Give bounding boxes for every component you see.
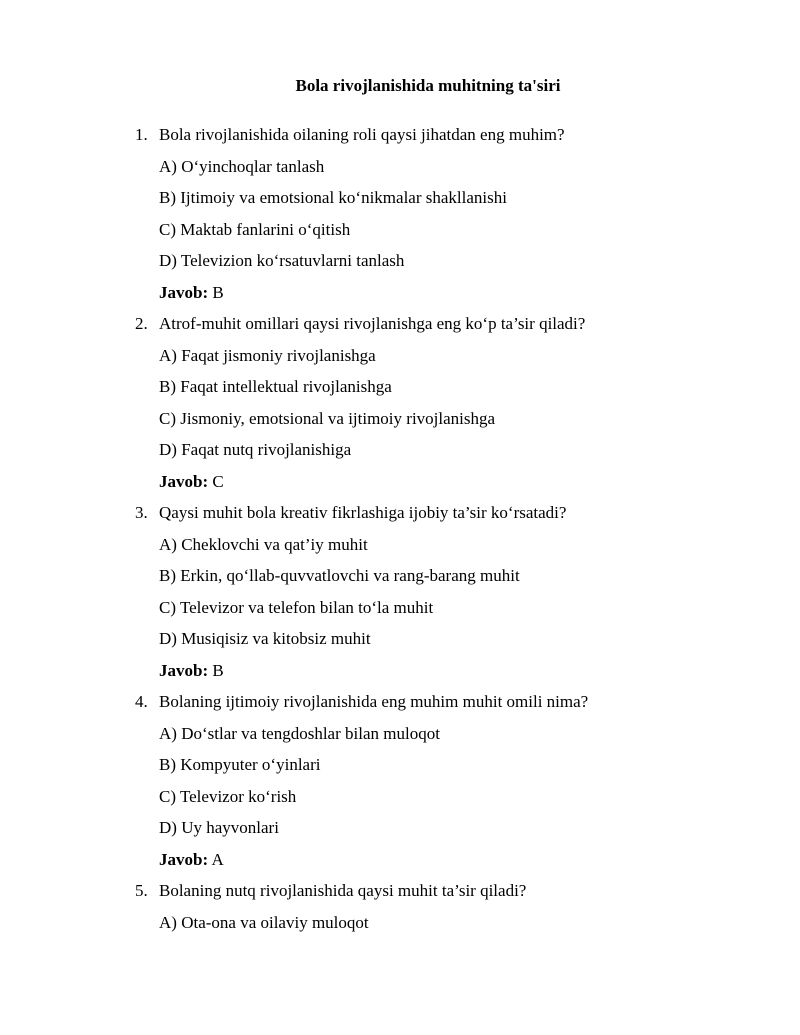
- question-number: 4.: [135, 692, 148, 711]
- answer-option: A) Faqat jismoniy rivojlanishga: [159, 345, 376, 365]
- answer-line: [0, 468, 800, 500]
- question-number: 2.: [135, 314, 148, 333]
- option-line: [0, 783, 800, 815]
- question-text: Bolaning nutq rivojlanishida qaysi muhit ta’sir qiladi?: [159, 881, 527, 900]
- answer-option: B) Erkin, qo‘llab-quvvatlovchi va rang-barang muhit: [159, 566, 520, 585]
- answer-option: C) Televizor ko‘rish: [159, 786, 297, 806]
- question-text: Bola rivojlanishida oilaning roli qaysi jihatdan eng muhim?: [159, 125, 565, 144]
- option-line: [0, 153, 800, 185]
- answer-value: B: [212, 282, 224, 302]
- option-line: [0, 184, 800, 216]
- answer-option: D) Televizion ko‘rsatuvlarni tanlash: [159, 251, 405, 270]
- option-line: [0, 720, 800, 752]
- answer-option: A) Do‘stlar va tengdoshlar bilan muloqot: [159, 723, 440, 743]
- option-line: [0, 216, 800, 248]
- question-line: [0, 688, 800, 720]
- answer-label: Javob:: [159, 282, 209, 302]
- document-title: Bola rivojlanishida muhitning ta'siri: [295, 76, 561, 95]
- answer-option: C) Jismoniy, emotsional va ijtimoiy rivojlanishga: [159, 408, 496, 428]
- answer-option: B) Kompyuter o‘yinlari: [159, 755, 321, 774]
- answer: [159, 846, 224, 874]
- answer-option: D) Faqat nutq rivojlanishiga: [159, 440, 352, 459]
- question-number: 5.: [135, 881, 148, 900]
- answer-value: B: [212, 660, 224, 680]
- answer: [159, 468, 224, 496]
- answer-value: A: [211, 849, 224, 869]
- answer-label: Javob:: [159, 660, 209, 680]
- question-item: [0, 499, 800, 688]
- answer-option: C) Televizor va telefon bilan to‘la muhit: [159, 597, 434, 617]
- question-line: [0, 499, 800, 531]
- question-text: Atrof-muhit omillari qaysi rivojlanishga eng ko‘p ta’sir qiladi?: [159, 314, 586, 333]
- question-text: Qaysi muhit bola kreativ fikrlashiga ijobiy ta’sir ko‘rsatadi?: [159, 503, 567, 522]
- answer-option: B) Ijtimoiy va emotsional ko‘nikmalar shakllanishi: [159, 188, 507, 207]
- option-line: [0, 342, 800, 374]
- answer-option: A) O‘yinchoqlar tanlash: [159, 156, 325, 176]
- answer-option: A) Cheklovchi va qat’iy muhit: [159, 534, 368, 554]
- option-line: [0, 909, 800, 941]
- answer-option: D) Uy hayvonlari: [159, 818, 279, 837]
- question-text: Bolaning ijtimoiy rivojlanishida eng muhim muhit omili nima?: [159, 692, 589, 711]
- option-line: [0, 247, 800, 279]
- question-line: [0, 121, 800, 153]
- question-item: [0, 121, 800, 310]
- answer-line: [0, 279, 800, 311]
- question-item: [0, 688, 800, 877]
- option-line: [0, 531, 800, 563]
- option-line: [0, 436, 800, 468]
- answer-option: D) Musiqisiz va kitobsiz muhit: [159, 629, 371, 648]
- option-line: [0, 562, 800, 594]
- answer-label: Javob:: [159, 471, 209, 491]
- option-line: [0, 814, 800, 846]
- question-line: [0, 310, 800, 342]
- answer-line: [0, 846, 800, 878]
- answer-line: [0, 657, 800, 689]
- answer: [159, 657, 224, 685]
- question-item: [0, 877, 800, 940]
- answer-option: A) Ota-ona va oilaviy muloqot: [159, 912, 369, 932]
- option-line: [0, 594, 800, 626]
- answer-option: C) Maktab fanlarini o‘qitish: [159, 219, 351, 239]
- answer: [159, 279, 224, 307]
- option-line: [0, 405, 800, 437]
- question-number: 3.: [135, 503, 148, 522]
- answer-label: Javob:: [159, 849, 209, 869]
- question-item: [0, 310, 800, 499]
- option-line: [0, 625, 800, 657]
- option-line: [0, 373, 800, 405]
- question-line: [0, 877, 800, 909]
- question-number: 1.: [135, 125, 148, 144]
- option-line: [0, 751, 800, 783]
- answer-option: B) Faqat intellektual rivojlanishga: [159, 377, 392, 396]
- answer-value: C: [212, 471, 224, 491]
- question-list: [0, 121, 800, 940]
